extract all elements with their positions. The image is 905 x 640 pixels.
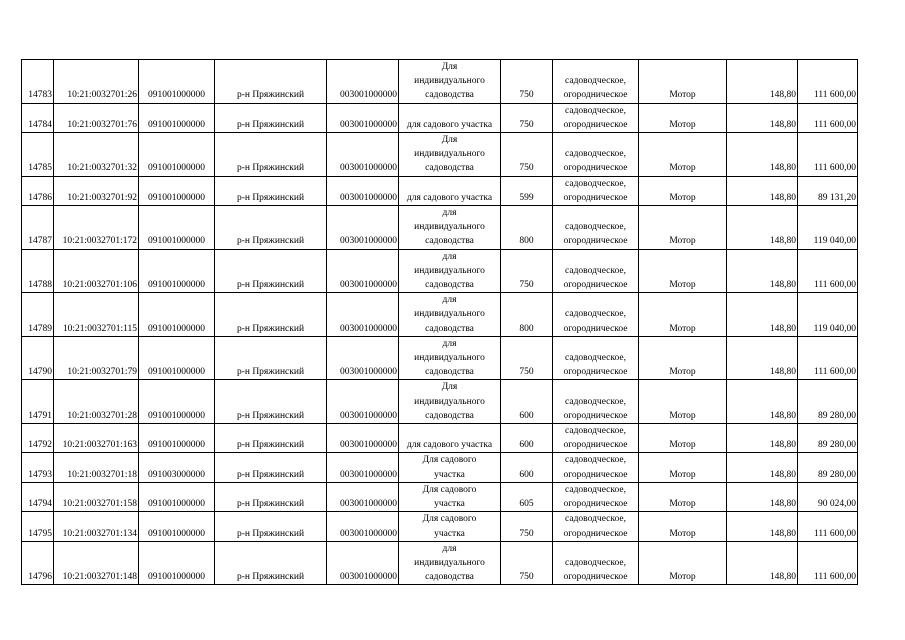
table-row (22, 482, 858, 511)
locality-cell: Мотор (639, 380, 727, 424)
permitted-use-line: индивидуального (414, 396, 485, 407)
specific-value-cell: 148,80 (727, 206, 798, 250)
oktmo-code-cell: 003001000000 (327, 133, 399, 177)
table-row (22, 380, 858, 424)
use-category-line: садоводческое, (565, 514, 626, 525)
permitted-use-line: участка (434, 469, 465, 480)
use-category-line: огородническое (563, 528, 628, 539)
okato-code-cell: 091001000000 (139, 380, 215, 424)
permitted-use-line: индивидуального (414, 265, 485, 276)
permitted-use-cell (399, 206, 501, 250)
area-cell: 600 (501, 424, 553, 453)
permitted-use-line: садоводства (425, 572, 474, 583)
use-category-line: садоводческое, (565, 396, 626, 407)
use-category-line: огородническое (563, 323, 628, 334)
locality-cell: Мотор (639, 133, 727, 177)
district-cell: р-н Пряжинский (215, 380, 327, 424)
district-cell: р-н Пряжинский (215, 176, 327, 205)
row-number-cell: 14783 (22, 60, 54, 104)
table-row (22, 133, 858, 177)
permitted-use-line: индивидуального (414, 309, 485, 320)
area-cell: 750 (501, 541, 553, 585)
permitted-use-cell (399, 541, 501, 585)
use-category-line: садоводческое, (565, 105, 626, 116)
use-category-line: огородническое (563, 499, 628, 510)
use-category-cell (553, 424, 639, 453)
specific-value-cell: 148,80 (727, 60, 798, 104)
use-category-cell (553, 293, 639, 337)
cadastral-value-cell: 90 024,00 (798, 482, 858, 511)
table-row (22, 176, 858, 205)
cadastral-value-cell: 111 600,00 (798, 336, 858, 380)
locality-cell: Мотор (639, 60, 727, 104)
permitted-use-cell (399, 424, 501, 453)
oktmo-code-cell: 003001000000 (327, 541, 399, 585)
permitted-use-line: садоводства (425, 367, 474, 378)
district-cell: р-н Пряжинский (215, 103, 327, 132)
use-category-cell (553, 380, 639, 424)
specific-value-cell: 148,80 (727, 103, 798, 132)
locality-cell: Мотор (639, 176, 727, 205)
locality-cell: Мотор (639, 453, 727, 482)
permitted-use-cell (399, 60, 501, 104)
use-category-line: садоводческое, (565, 557, 626, 568)
okato-code-cell: 091001000000 (139, 424, 215, 453)
area-cell: 750 (501, 133, 553, 177)
row-number-cell: 14791 (22, 380, 54, 424)
specific-value-cell: 148,80 (727, 453, 798, 482)
district-cell: р-н Пряжинский (215, 336, 327, 380)
okato-code-cell: 091001000000 (139, 249, 215, 293)
use-category-cell (553, 103, 639, 132)
specific-value-cell: 148,80 (727, 336, 798, 380)
cadastral-number-cell: 10:21:0032701:79 (54, 336, 139, 380)
okato-code-cell: 091001000000 (139, 541, 215, 585)
use-category-line: садоводческое, (565, 149, 626, 160)
use-category-line: огородническое (563, 280, 628, 291)
specific-value-cell: 148,80 (727, 512, 798, 541)
oktmo-code-cell: 003001000000 (327, 453, 399, 482)
use-category-line: огородническое (563, 572, 628, 583)
permitted-use-line: для (442, 338, 457, 349)
oktmo-code-cell: 003001000000 (327, 512, 399, 541)
okato-code-cell: 091001000000 (139, 206, 215, 250)
use-category-cell (553, 206, 639, 250)
oktmo-code-cell: 003001000000 (327, 249, 399, 293)
specific-value-cell: 148,80 (727, 293, 798, 337)
cadastral-value-cell: 111 600,00 (798, 512, 858, 541)
permitted-use-line: садоводства (425, 163, 474, 174)
area-cell: 750 (501, 249, 553, 293)
use-category-line: садоводческое, (565, 455, 626, 466)
area-cell: 605 (501, 482, 553, 511)
oktmo-code-cell: 003001000000 (327, 424, 399, 453)
row-number-cell: 14796 (22, 541, 54, 585)
okato-code-cell: 091001000000 (139, 60, 215, 104)
locality-cell: Мотор (639, 482, 727, 511)
table-row (22, 453, 858, 482)
row-number-cell: 14787 (22, 206, 54, 250)
cadastral-value-cell: 89 280,00 (798, 453, 858, 482)
row-number-cell: 14794 (22, 482, 54, 511)
okato-code-cell: 091001000000 (139, 133, 215, 177)
cadastral-value-cell: 111 600,00 (798, 249, 858, 293)
permitted-use-line: садоводства (425, 236, 474, 247)
okato-code-cell: 091001000000 (139, 482, 215, 511)
land-plot-registry-table (21, 59, 858, 585)
use-category-line: огородническое (563, 119, 628, 130)
area-cell: 750 (501, 60, 553, 104)
oktmo-code-cell: 003001000000 (327, 293, 399, 337)
permitted-use-cell (399, 249, 501, 293)
permitted-use-cell (399, 133, 501, 177)
permitted-use-line: участка (434, 528, 465, 539)
cadastral-value-cell: 111 600,00 (798, 103, 858, 132)
use-category-line: садоводческое, (565, 178, 626, 189)
row-number-cell: 14795 (22, 512, 54, 541)
use-category-cell (553, 176, 639, 205)
oktmo-code-cell: 003001000000 (327, 206, 399, 250)
oktmo-code-cell: 003001000000 (327, 482, 399, 511)
cadastral-value-cell: 111 600,00 (798, 60, 858, 104)
oktmo-code-cell: 003001000000 (327, 60, 399, 104)
cadastral-number-cell: 10:21:0032701:163 (54, 424, 139, 453)
locality-cell: Мотор (639, 424, 727, 453)
row-number-cell: 14789 (22, 293, 54, 337)
specific-value-cell: 148,80 (727, 133, 798, 177)
permitted-use-cell (399, 176, 501, 205)
okato-code-cell: 091001000000 (139, 336, 215, 380)
permitted-use-line: Для садового (422, 514, 477, 525)
cadastral-value-cell: 89 280,00 (798, 380, 858, 424)
oktmo-code-cell: 003001000000 (327, 176, 399, 205)
use-category-cell (553, 482, 639, 511)
permitted-use-line: для садового участка (406, 192, 493, 203)
table-row (22, 249, 858, 293)
table-row (22, 103, 858, 132)
table-row (22, 541, 858, 585)
permitted-use-line: для (442, 543, 457, 554)
table-row (22, 60, 858, 104)
permitted-use-cell (399, 482, 501, 511)
area-cell: 750 (501, 103, 553, 132)
oktmo-code-cell: 003001000000 (327, 336, 399, 380)
row-number-cell: 14786 (22, 176, 54, 205)
cadastral-value-cell: 111 600,00 (798, 133, 858, 177)
permitted-use-line: для (442, 251, 457, 262)
area-cell: 750 (501, 336, 553, 380)
district-cell: р-н Пряжинский (215, 453, 327, 482)
locality-cell: Мотор (639, 336, 727, 380)
okato-code-cell: 091001000000 (139, 103, 215, 132)
use-category-line: садоводческое, (565, 484, 626, 495)
permitted-use-line: для (442, 208, 457, 219)
permitted-use-line: для садового участка (406, 119, 493, 130)
locality-cell: Мотор (639, 512, 727, 541)
permitted-use-line: садоводства (425, 90, 474, 101)
permitted-use-cell (399, 103, 501, 132)
row-number-cell: 14793 (22, 453, 54, 482)
cadastral-number-cell: 10:21:0032701:115 (54, 293, 139, 337)
use-category-line: огородническое (563, 90, 628, 101)
use-category-line: садоводческое, (565, 222, 626, 233)
use-category-line: огородническое (563, 367, 628, 378)
area-cell: 800 (501, 293, 553, 337)
cadastral-value-cell: 119 040,00 (798, 293, 858, 337)
use-category-cell (553, 453, 639, 482)
specific-value-cell: 148,80 (727, 176, 798, 205)
permitted-use-line: Для (441, 62, 458, 72)
district-cell: р-н Пряжинский (215, 133, 327, 177)
district-cell: р-н Пряжинский (215, 541, 327, 585)
specific-value-cell: 148,80 (727, 380, 798, 424)
cadastral-number-cell: 10:21:0032701:134 (54, 512, 139, 541)
cadastral-number-cell: 10:21:0032701:92 (54, 176, 139, 205)
use-category-line: огородническое (563, 469, 628, 480)
permitted-use-line: Для садового (422, 455, 477, 466)
permitted-use-line: индивидуального (414, 149, 485, 160)
permitted-use-line: для (442, 295, 457, 306)
locality-cell: Мотор (639, 541, 727, 585)
specific-value-cell: 148,80 (727, 541, 798, 585)
oktmo-code-cell: 003001000000 (327, 380, 399, 424)
okato-code-cell: 091001000000 (139, 176, 215, 205)
district-cell: р-н Пряжинский (215, 424, 327, 453)
use-category-cell (553, 133, 639, 177)
permitted-use-line: садоводства (425, 323, 474, 334)
district-cell: р-н Пряжинский (215, 482, 327, 511)
use-category-cell (553, 249, 639, 293)
permitted-use-line: индивидуального (414, 353, 485, 364)
use-category-line: огородническое (563, 410, 628, 421)
permitted-use-line: садоводства (425, 280, 474, 291)
table-body (22, 60, 858, 585)
cadastral-number-cell: 10:21:0032701:106 (54, 249, 139, 293)
district-cell: р-н Пряжинский (215, 249, 327, 293)
locality-cell: Мотор (639, 249, 727, 293)
row-number-cell: 14785 (22, 133, 54, 177)
cadastral-number-cell: 10:21:0032701:28 (54, 380, 139, 424)
table-row (22, 206, 858, 250)
specific-value-cell: 148,80 (727, 482, 798, 511)
permitted-use-line: индивидуального (414, 222, 485, 233)
area-cell: 800 (501, 206, 553, 250)
row-number-cell: 14790 (22, 336, 54, 380)
use-category-line: огородническое (563, 236, 628, 247)
oktmo-code-cell: 003001000000 (327, 103, 399, 132)
table-row (22, 512, 858, 541)
locality-cell: Мотор (639, 293, 727, 337)
use-category-cell (553, 336, 639, 380)
permitted-use-line: индивидуального (414, 557, 485, 568)
use-category-line: садоводческое, (565, 76, 626, 87)
table-row (22, 336, 858, 380)
permitted-use-line: для садового участка (406, 440, 493, 451)
cadastral-number-cell: 10:21:0032701:158 (54, 482, 139, 511)
use-category-line: огородническое (563, 192, 628, 203)
cadastral-value-cell: 111 600,00 (798, 541, 858, 585)
district-cell: р-н Пряжинский (215, 206, 327, 250)
cadastral-number-cell: 10:21:0032701:26 (54, 60, 139, 104)
use-category-line: садоводческое, (565, 309, 626, 320)
cadastral-number-cell: 10:21:0032701:172 (54, 206, 139, 250)
district-cell: р-н Пряжинский (215, 512, 327, 541)
permitted-use-cell (399, 453, 501, 482)
cadastral-value-cell: 119 040,00 (798, 206, 858, 250)
permitted-use-line: участка (434, 499, 465, 510)
cadastral-value-cell: 89 131,20 (798, 176, 858, 205)
okato-code-cell: 091003000000 (139, 453, 215, 482)
use-category-line: огородническое (563, 163, 628, 174)
permitted-use-line: садоводства (425, 410, 474, 421)
table-row (22, 424, 858, 453)
permitted-use-cell (399, 336, 501, 380)
okato-code-cell: 091001000000 (139, 293, 215, 337)
cadastral-number-cell: 10:21:0032701:76 (54, 103, 139, 132)
permitted-use-line: Для (441, 135, 458, 146)
cadastral-number-cell: 10:21:0032701:148 (54, 541, 139, 585)
row-number-cell: 14792 (22, 424, 54, 453)
use-category-line: садоводческое, (565, 265, 626, 276)
permitted-use-cell (399, 293, 501, 337)
use-category-line: садоводческое, (565, 426, 626, 437)
use-category-cell (553, 60, 639, 104)
cadastral-number-cell: 10:21:0032701:32 (54, 133, 139, 177)
area-cell: 599 (501, 176, 553, 205)
district-cell: р-н Пряжинский (215, 60, 327, 104)
use-category-line: огородническое (563, 440, 628, 451)
district-cell: р-н Пряжинский (215, 293, 327, 337)
specific-value-cell: 148,80 (727, 249, 798, 293)
permitted-use-line: Для (441, 382, 458, 393)
row-number-cell: 14784 (22, 103, 54, 132)
area-cell: 750 (501, 512, 553, 541)
use-category-cell (553, 512, 639, 541)
cadastral-value-cell: 89 280,00 (798, 424, 858, 453)
permitted-use-line: Для садового (422, 484, 477, 495)
locality-cell: Мотор (639, 103, 727, 132)
use-category-line: садоводческое, (565, 353, 626, 364)
permitted-use-line: индивидуального (414, 76, 485, 87)
area-cell: 600 (501, 380, 553, 424)
cadastral-number-cell: 10:21:0032701:18 (54, 453, 139, 482)
permitted-use-cell (399, 380, 501, 424)
okato-code-cell: 091001000000 (139, 512, 215, 541)
permitted-use-cell (399, 512, 501, 541)
row-number-cell: 14788 (22, 249, 54, 293)
specific-value-cell: 148,80 (727, 424, 798, 453)
use-category-cell (553, 541, 639, 585)
locality-cell: Мотор (639, 206, 727, 250)
table-row (22, 293, 858, 337)
area-cell: 600 (501, 453, 553, 482)
